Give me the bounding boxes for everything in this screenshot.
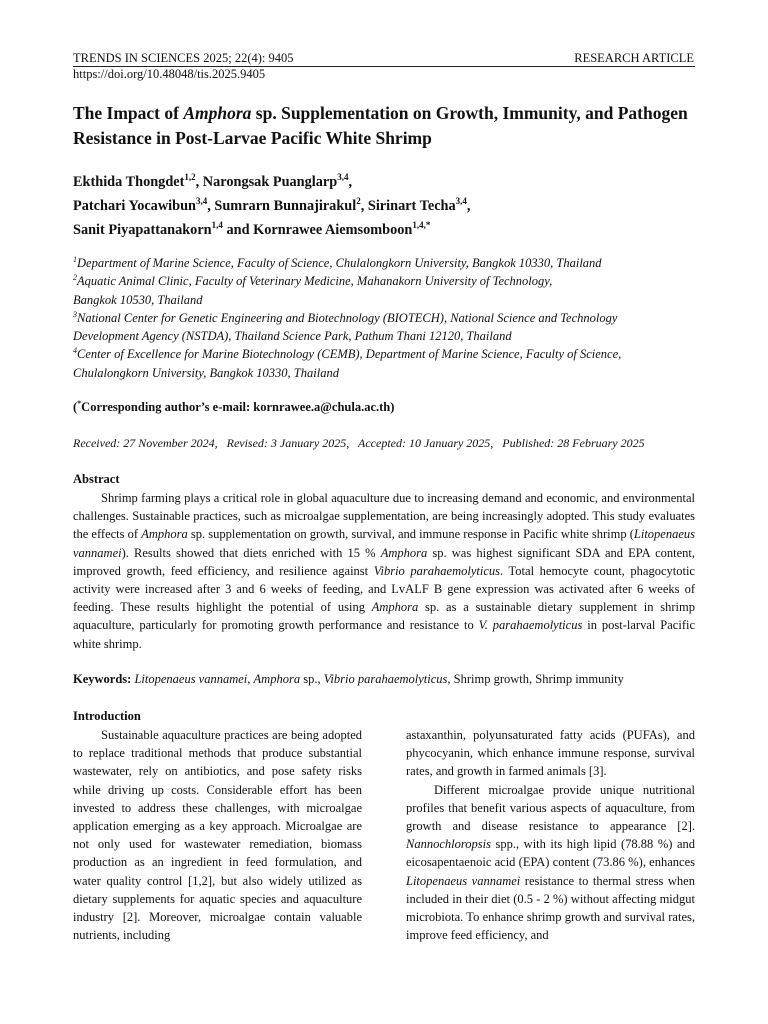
affiliation-text: National Center for Genetic Engineering and Biotechnology (BIOTECH), National Science and Technology — [77, 310, 618, 325]
affiliation-continuation: Chulalongkorn University, Bangkok 10330, Thailand — [73, 365, 339, 380]
author-affil-sup: 1,4,* — [412, 220, 431, 230]
intro-text: spp., with its high lipid (78.88 %) and eicosapentaenoic acid (EPA) content (73.86 %), enhances — [406, 837, 695, 870]
intro-italic: Nannochloropsis — [406, 837, 491, 852]
affiliation-number: 2 — [73, 273, 77, 283]
author-name: Ekthida Thongdet — [73, 174, 185, 190]
keyword-sep: , — [247, 672, 254, 686]
abstract-text: sp. supplementation on growth, survival, and immune response in Pacific white shrimp ( — [187, 527, 634, 542]
author-affil-sup: 1,4 — [211, 220, 223, 230]
abstract-italic: V. parahaemolyticus — [478, 618, 583, 633]
doi-link[interactable]: https://doi.org/10.48048/tis.2025.9405 — [73, 67, 266, 81]
corr-star: * — [77, 399, 82, 408]
author-affil-sup: 3,4 — [337, 172, 349, 182]
author-sep: , — [195, 174, 203, 190]
affiliation-continuation: Development Agency (NSTDA), Thailand Science Park, Pathum Thani 12120, Thailand — [73, 329, 512, 344]
abstract-heading: Abstract — [73, 472, 120, 486]
abstract-text: sp. was highest significant SDA and EPA content, improved growth, feed efficiency, and resilience against — [73, 545, 695, 578]
abstract-text: . Total hemocyte count, phagocytotic activity were increased after 3 and 6 weeks of feeding, and LvALF B gene expression was activated after 6 weeks of feeding. These results highlight the potential of using — [73, 563, 695, 615]
affiliation-number: 4 — [73, 346, 77, 356]
abstract-text: ). Results showed that diets enriched with 15 % — [121, 545, 381, 560]
author-name: Narongsak Puanglarp — [202, 174, 338, 190]
keyword-rest: , Shrimp growth, Shrimp immunity — [447, 672, 624, 686]
affiliation-list — [73, 254, 695, 382]
journal-citation: TRENDS IN SCIENCES 2025; 22(4): 9405 — [73, 51, 294, 65]
keyword: Litopenaeus vannamei — [134, 672, 248, 686]
abstract-body — [73, 489, 695, 653]
affiliation-item — [73, 345, 695, 363]
intro-italic: Litopenaeus vannamei — [406, 873, 521, 888]
affiliation-continuation: Bangkok 10530, Thailand — [73, 292, 203, 307]
affiliation-number: 3 — [73, 309, 77, 319]
keyword-sep: sp., — [300, 672, 324, 686]
abstract-text: Shrimp farming plays a critical role in global aquaculture due to increasing demand and economic, and environmental challenges. Sustainable practices, such as microalgae supplementation, are being increasingly adopted. This study evaluates the effects of — [73, 491, 695, 542]
title-part-1: The Impact of — [73, 103, 184, 123]
affiliation-item — [73, 254, 695, 272]
affiliation-text: Aquatic Animal Clinic, Faculty of Veterinary Medicine, Mahanakorn University of Technology, — [77, 274, 553, 289]
author-affil-sup: 2 — [356, 196, 361, 206]
author-sep: , — [360, 198, 368, 214]
corresponding-author — [73, 400, 394, 415]
intro-column-left — [73, 726, 362, 944]
keyword: Amphora — [253, 672, 301, 686]
author-name: Sanit Piyapattanakorn — [73, 222, 212, 238]
article-type: RESEARCH ARTICLE — [574, 51, 694, 65]
author-sep: , — [466, 198, 471, 214]
author-name: Kornrawee Aiemsomboon — [253, 222, 413, 238]
abstract-italic: Amphora — [141, 527, 188, 542]
intro-paragraph: astaxanthin, polyunsaturated fatty acids (PUFAs), and phycocyanin, which enhance immune response, survival rates, and growth in farmed animals [3]. — [406, 728, 695, 779]
author-name: Patchari Yocawibun — [73, 198, 196, 214]
abstract-italic: Amphora — [371, 600, 419, 615]
keyword: Vibrio parahaemolyticus — [323, 672, 448, 686]
intro-text: Different microalgae provide unique nutritional profiles that benefit various aspects of aquaculture, from growth and disease resistance to appearance [2]. — [406, 782, 695, 834]
title-part-2: sp. Supplementation on Growth, Immunity, and Pathogen Resistance in Post-Larvae Pacific White Shrimp — [73, 103, 688, 148]
author-sep: , — [348, 174, 353, 190]
affiliation-text: Center of Excellence for Marine Biotechnology (CEMB), Department of Marine Science, Faculty of Science, — [77, 347, 622, 362]
affiliation-text: Department of Marine Science, Faculty of Science, Chulalongkorn University, Bangkok 10330, Thailand — [77, 256, 602, 270]
article-dates: Received: 27 November 2024, Revised: 3 January 2025, Accepted: 10 January 2025, Published: 28 February 2025 — [73, 436, 645, 450]
paper-title — [73, 101, 695, 151]
affiliation-item — [73, 309, 695, 327]
author-sep: and — [222, 222, 254, 238]
abstract-italic: Amphora — [380, 545, 428, 560]
author-name: Sumrarn Bunnajirakul — [214, 198, 357, 214]
abstract-italic: Vibrio parahaemolyticus — [373, 563, 500, 578]
author-list — [73, 170, 695, 242]
abstract-text: in post-larval Pacific white shrimp. — [73, 618, 695, 651]
intro-text: resistance to thermal stress when included in their diet (0.5 - 2 %) without affecting midgut microbiota. To enhance shrimp growth and survival rates, improve feed efficiency, and — [406, 873, 695, 943]
author-affil-sup: 3,4 — [455, 196, 467, 206]
introduction-heading: Introduction — [73, 709, 141, 723]
affiliation-item — [73, 272, 695, 290]
author-name: Sirinart Techa — [367, 198, 456, 214]
keywords-line — [73, 672, 695, 687]
corr-email-text: Corresponding author’s e-mail: kornrawee.a@chula.ac.th) — [81, 400, 395, 414]
abstract-text: sp. as a sustainable dietary supplement in shrimp aquaculture, particularly for promoting growth performance and resistance to — [73, 600, 695, 633]
affiliation-number: 1 — [73, 255, 77, 264]
abstract-italic: Litopenaeus vannamei — [73, 527, 696, 560]
keywords-label: Keywords: — [73, 672, 132, 686]
author-affil-sup: 1,2 — [184, 172, 196, 182]
author-affil-sup: 3,4 — [195, 196, 208, 206]
intro-paragraph: Sustainable aquaculture practices are being adopted to replace traditional methods that produce substantial wastewater, rely on antibiotics, and pose safety risks while driving up costs. Considerable effort has been invested to address these challenges, with microalgae application emerging as a key approach. Microalgae are not only used for wastewater remediation, biomass production as an ingredient in feed formulation, and water quality control [1,2], but also widely utilized as dietary supplements for aquatic species and aquaculture industry [2]. Moreover, microalgae contain valuable nutrients, including — [73, 728, 362, 943]
author-sep: , — [207, 198, 215, 214]
intro-column-right — [406, 726, 695, 944]
intro-paragraph — [406, 781, 695, 945]
title-italic: Amphora — [183, 103, 252, 123]
corr-open-paren: ( — [73, 400, 78, 414]
